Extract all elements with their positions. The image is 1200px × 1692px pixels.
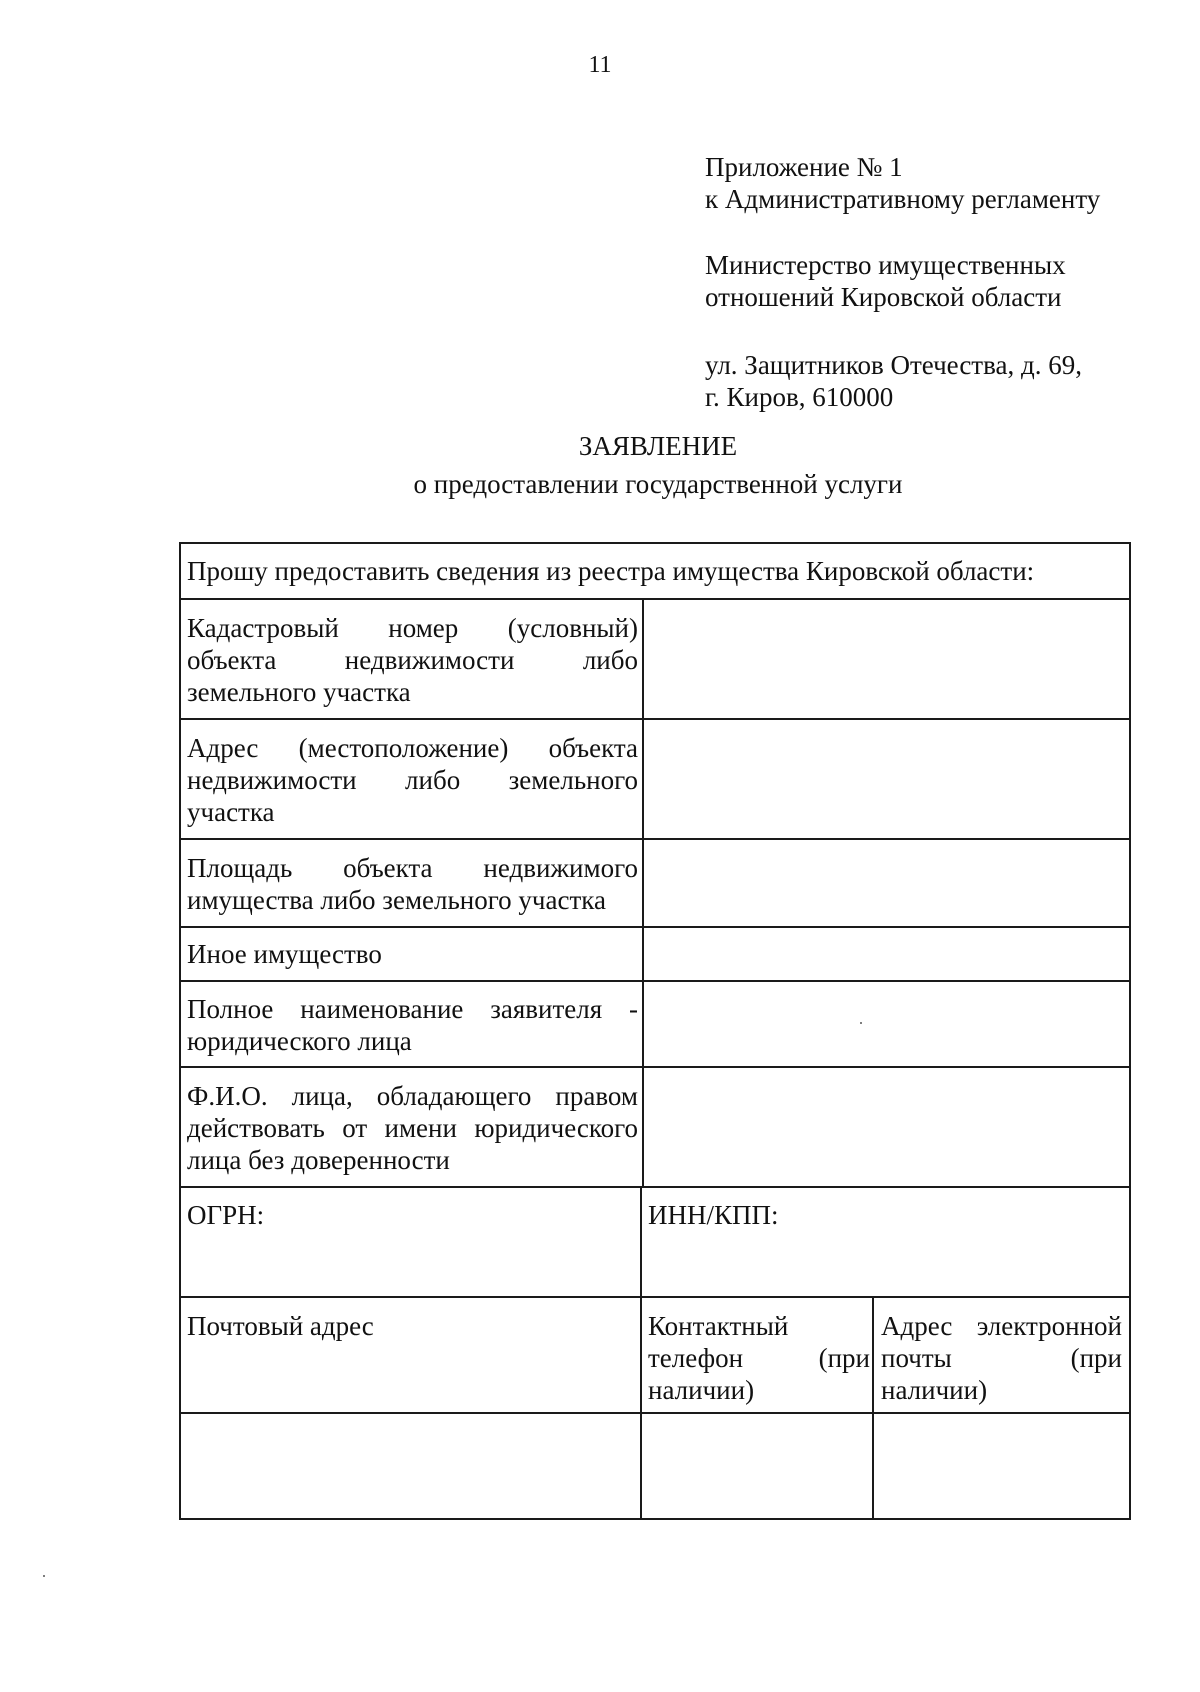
authorized-person-label: Ф.И.О. лица, обладающего правом действовать от имени юридического лица без доверенности xyxy=(187,1081,638,1175)
row-divider xyxy=(181,1186,1129,1188)
appendix-reference xyxy=(705,151,1185,215)
row-divider xyxy=(181,1066,1129,1068)
other-property-field[interactable] xyxy=(651,934,1121,974)
email-label: Адрес электронной почты (при наличии) xyxy=(881,1311,1122,1405)
application-form-table xyxy=(179,542,1131,1520)
address-line-1: ул. Защитников Отечества, д. 69, xyxy=(705,350,1082,380)
applicant-name-field[interactable] xyxy=(651,988,1121,1060)
ogrn-label: ОГРН: xyxy=(187,1200,265,1230)
addressee-address xyxy=(705,349,1185,413)
postal-address-label: Почтовый адрес xyxy=(187,1311,374,1341)
phone-field[interactable] xyxy=(646,1418,870,1514)
property-area-field[interactable] xyxy=(651,846,1121,920)
column-divider xyxy=(872,1296,874,1518)
address-line-2: г. Киров, 610000 xyxy=(705,382,894,412)
applicant-name-label: Полное наименование заявителя - юридического лица xyxy=(187,994,638,1056)
addressee-line-2: отношений Кировской области xyxy=(705,282,1062,312)
row-divider xyxy=(181,1412,1129,1414)
cadastral-number-field[interactable] xyxy=(651,606,1121,712)
email-field[interactable] xyxy=(878,1418,1123,1514)
authorized-person-field[interactable] xyxy=(651,1074,1121,1180)
property-area-label: Площадь объекта недвижимого имущества либо земельного участка xyxy=(187,853,638,915)
property-address-label: Адрес (местоположение) объекта недвижимости либо земельного участка xyxy=(187,733,638,827)
request-heading: Прошу предоставить сведения из реестра имущества Кировской области: xyxy=(187,556,1035,586)
row-divider xyxy=(181,598,1129,600)
column-divider xyxy=(642,598,644,1186)
document-title: ЗАЯВЛЕНИЕ xyxy=(578,431,738,461)
ogrn-field[interactable] xyxy=(187,1236,635,1290)
postal-address-field[interactable] xyxy=(185,1418,637,1514)
scan-speck xyxy=(860,1022,862,1024)
row-divider xyxy=(181,718,1129,720)
phone-label: Контактный телефон (при наличии) xyxy=(648,1311,870,1405)
property-address-field[interactable] xyxy=(651,726,1121,832)
cadastral-number-label: Кадастровый номер (условный) объекта недвижимости либо земельного участка xyxy=(187,613,638,707)
inn-kpp-label: ИНН/КПП: xyxy=(648,1200,779,1230)
row-divider xyxy=(181,838,1129,840)
page-number: 11 xyxy=(588,52,612,78)
appendix-line-1: Приложение № 1 xyxy=(705,152,903,182)
scan-speck xyxy=(43,1575,45,1577)
addressee-line-1: Министерство имущественных xyxy=(705,250,1066,280)
row-divider xyxy=(181,980,1129,982)
other-property-label: Иное имущество xyxy=(187,939,382,969)
row-divider xyxy=(181,926,1129,928)
appendix-line-2: к Административному регламенту xyxy=(705,184,1101,214)
row-divider xyxy=(181,1296,1129,1298)
column-divider xyxy=(640,1186,642,1518)
addressee xyxy=(705,249,1185,313)
inn-kpp-field[interactable] xyxy=(648,1236,1123,1290)
document-subtitle: о предоставлении государственной услуги xyxy=(413,469,903,499)
